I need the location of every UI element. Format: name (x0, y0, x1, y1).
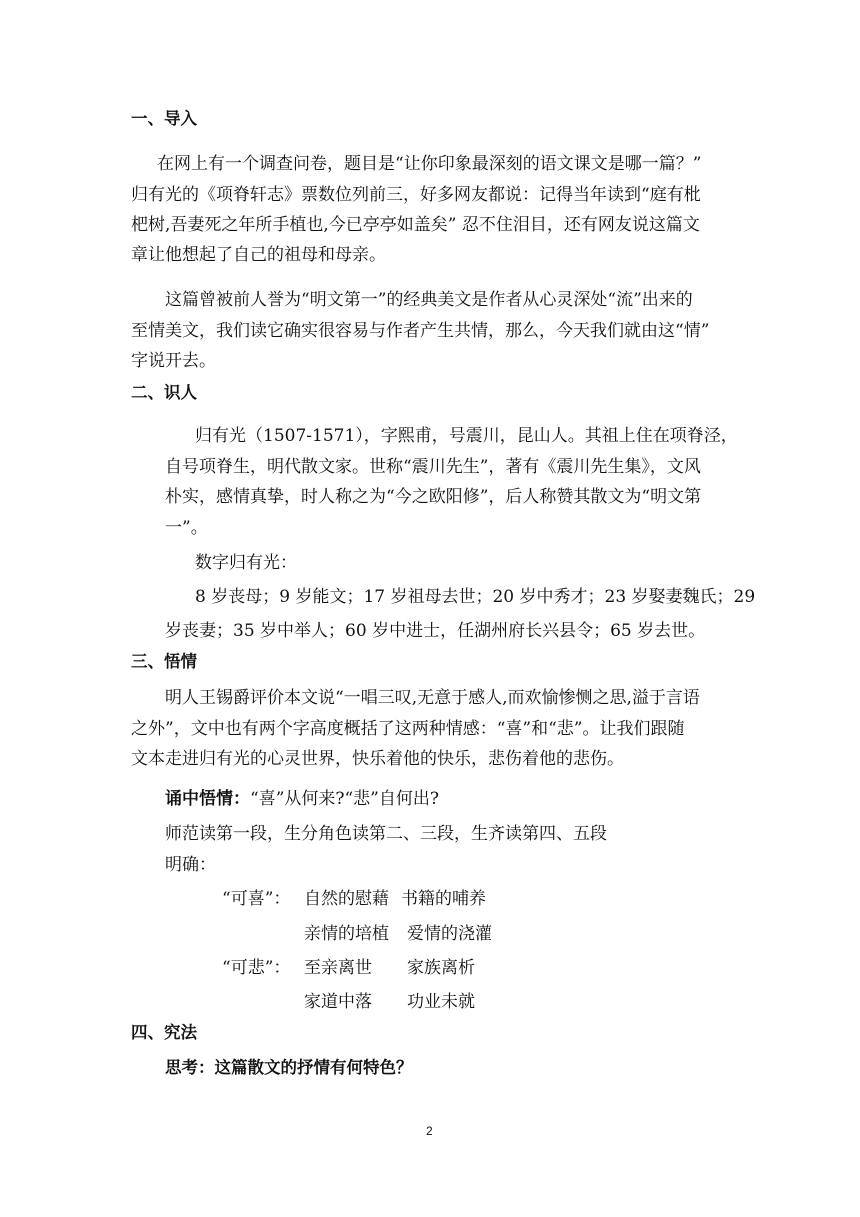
paragraph-line: 8 岁丧母；9 岁能文；17 岁祖母去世；20 岁中秀才；23 岁娶妻魏氏；29 (195, 587, 756, 607)
joy-item: 爱情的浇灌 (407, 924, 492, 944)
task-label: 诵中悟情： (165, 789, 250, 809)
numbers-title: 数字归有光： (195, 553, 297, 573)
joy-label: “可喜”： (222, 889, 291, 909)
sad-item: 功业未就 (407, 992, 475, 1012)
sad-label: “可悲”： (222, 958, 291, 978)
sad-item: 家道中落 (304, 992, 372, 1012)
paragraph-line: 之外”，文中也有两个字高度概括了这两种情感：“喜”和“悲”。让我们跟随 (131, 719, 685, 739)
task-text: “喜”从何来?“悲”自何出? (250, 789, 439, 809)
reading-arrangement: 师范读第一段，生分角色读第二、三段，生齐读第四、五段 (165, 824, 607, 844)
section-heading-author: 二、识人 (131, 383, 197, 402)
reading-task (165, 788, 439, 810)
section-heading-intro: 一、导入 (131, 109, 197, 128)
paragraph-line: 在网上有一个调查问卷，题目是“让你印象最深刻的语文课文是哪一篇？” (157, 154, 702, 174)
paragraph-line: 章让他想起了自己的祖母和母亲。 (131, 245, 386, 265)
paragraph-line: 文本走进归有光的心灵世界，快乐着他的快乐，悲伤着他的悲伤。 (131, 749, 624, 769)
joy-item: 自然的慰藉 (304, 889, 389, 909)
paragraph-line: 自号项脊生，明代散文家。世称“震川先生”，著有《震川先生集》，文风 (165, 457, 701, 477)
joy-item: 书籍的哺养 (401, 889, 486, 909)
paragraph-line: 一”。 (165, 518, 208, 538)
paragraph-line: 字说开去。 (131, 351, 216, 371)
sad-item: 家族离析 (407, 958, 475, 978)
section-heading-method: 四、究法 (131, 1023, 197, 1042)
clarify-label: 明确： (165, 855, 216, 875)
paragraph-line: 这篇曾被前人誉为“明文第一”的经典美文是作者从心灵深处“流”出来的 (165, 290, 693, 310)
paragraph-line: 归有光（1507-1571），字熙甫，号震川，昆山人。其祖上住在项脊泾， (195, 426, 738, 446)
method-question: 思考：这篇散文的抒情有何特色？ (165, 1058, 413, 1077)
paragraph-line: 明人王锡爵评价本文说“一唱三叹,无意于感人,而欢愉惨恻之思,溢于言语 (165, 688, 700, 708)
page-number: 2 (426, 1124, 433, 1138)
paragraph-line: 岁丧妻；35 岁中举人；60 岁中进士，任湖州府长兴县令；65 岁去世。 (165, 621, 706, 641)
paragraph-line: 归有光的《项脊轩志》票数位列前三，好多网友都说：记得当年读到“庭有枇 (131, 185, 701, 205)
sad-item: 至亲离世 (304, 958, 372, 978)
paragraph-line: 至情美文，我们读它确实很容易与作者产生共情，那么，今天我们就由这“情” (131, 321, 710, 341)
joy-item: 亲情的培植 (304, 924, 389, 944)
paragraph-line: 杷树,吾妻死之年所手植也,今已亭亭如盖矣” 忍不住泪目，还有网友说这篇文 (131, 215, 700, 235)
section-heading-emotion: 三、悟情 (131, 652, 197, 671)
paragraph-line: 朴实，感情真挚，时人称之为“今之欧阳修”，后人称赞其散文为“明文第 (165, 487, 702, 507)
